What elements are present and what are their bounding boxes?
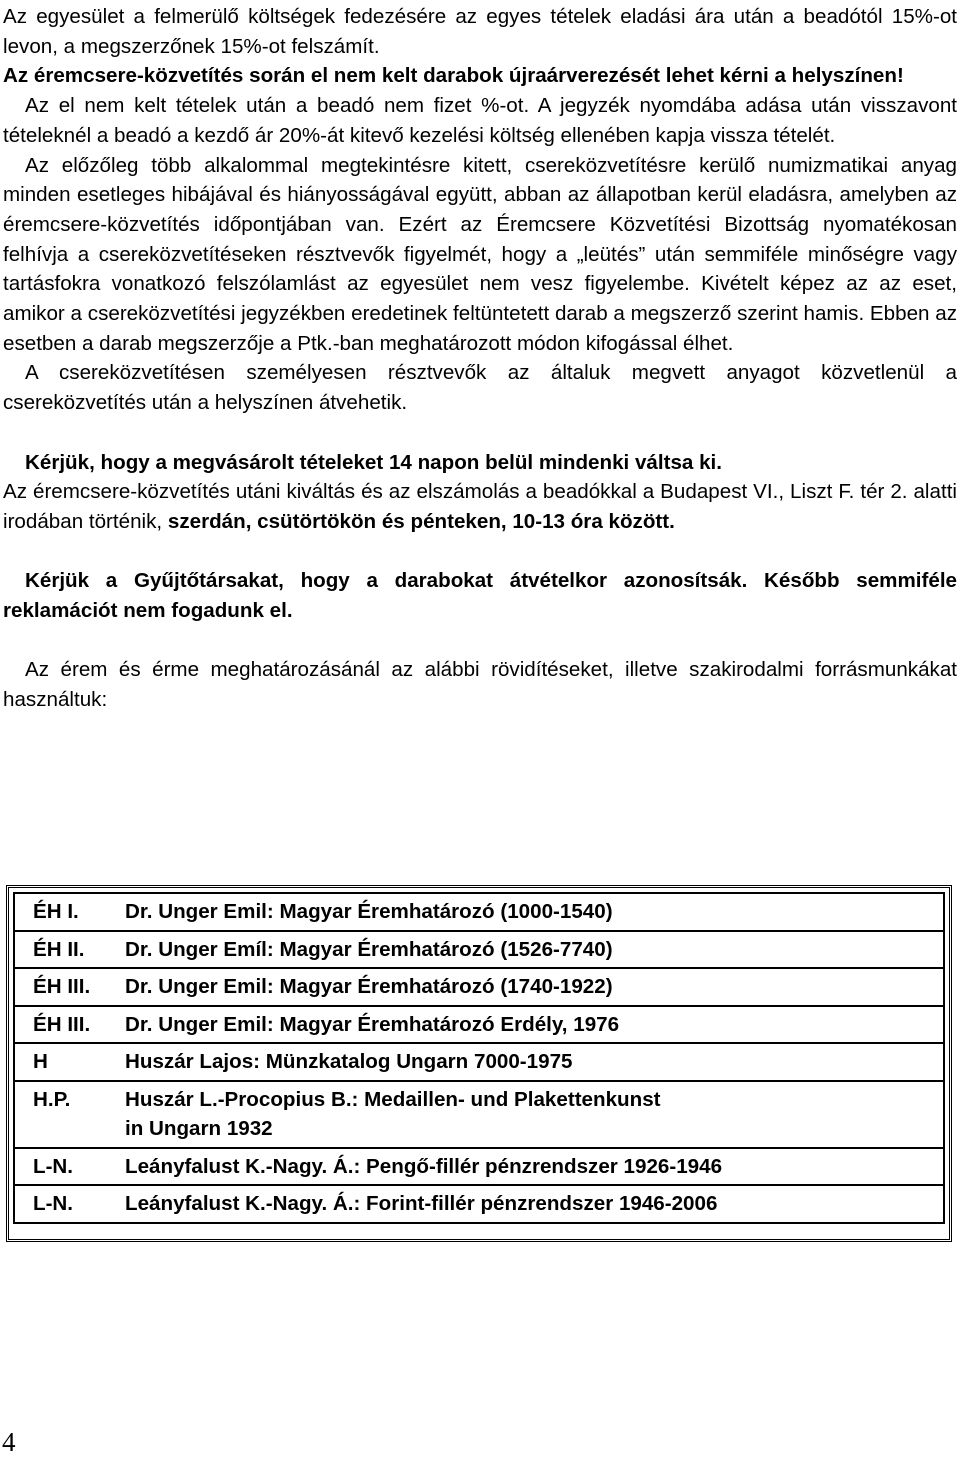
paragraph-fees: Az egyesület a felmerülő költségek fedezésére az egyes tételek eladási ára után a beadótól 15%-ot levon, a megszerzőnek 15%-ot felszámít. <box>3 5 957 58</box>
paragraph-unsold: Az el nem kelt tételek után a beadó nem fizet %-ot. A jegyzék nyomdába adása után visszavont tételeknél a beadó a kezdő ár 20%-át kitevő kezelési költség ellenében kapja vissza tételét. <box>3 94 957 147</box>
references-box <box>6 885 952 1242</box>
reference-source-line: Leányfalust K.-Nagy. Á.: Pengő-fillér pénzrendszer 1926-1946 <box>125 1154 723 1178</box>
references-table <box>13 892 945 1224</box>
reference-row <box>14 1148 944 1186</box>
reference-row <box>14 968 944 1006</box>
reference-source <box>117 1043 944 1081</box>
office-address: Az éremcsere-közvetítés utáni kiváltás és az elszámolás a beadókkal a Budapest VI., Liszt F. tér 2. alatti irodában történik, <box>3 480 957 533</box>
reference-source <box>117 1148 944 1186</box>
reference-abbreviation: ÉH III. <box>14 1006 117 1044</box>
reference-row <box>14 1081 944 1148</box>
reference-abbreviation: ÉH II. <box>14 931 117 969</box>
paragraph-condition: Az előzőleg több alkalommal megtekintésre kitett, csereközvetítésre kerülő numizmatikai anyag minden esetleges hibájával és hiányosságával együtt, abban az állapotban kerül eladásra, amelyben az éremcsere-közvetítés időpontjában van. Ezért az Éremcsere Közvetítési Bizottság nyomatékosan felhívja a csereközvetítéseken résztvevők figyelmét, hogy a „leütés” után semmiféle minőségre vagy tartásfokra vonatkozó felszólamlást az egyesület nem vesz figyelembe. Kivételt képez az az eset, amikor a csereközvetítési jegyzékben eredetinek feltüntetett darab a megszerző szerint hamis. Ebben az esetben a darab megszerzője a Ptk.-ban meghatározott módon kifogással élhet. <box>3 153 957 355</box>
reference-source-line: Dr. Unger Emil: Magyar Éremhatározó (1000-1540) <box>125 900 613 923</box>
reference-source-line: Dr. Unger Emíl: Magyar Éremhatározó (1526-7740) <box>125 937 613 961</box>
reference-row <box>14 931 944 969</box>
reference-row <box>14 893 944 931</box>
paragraph-reauction: Az éremcsere-közvetítés során el nem kelt darabok újraárverezését lehet kérni a helyszínen! <box>3 64 904 88</box>
paragraph-office-hours <box>3 477 957 536</box>
reference-abbreviation: L-N. <box>14 1185 117 1223</box>
reference-source <box>117 1006 944 1044</box>
reference-source-line: Huszár Lajos: Münzkatalog Ungarn 7000-1975 <box>125 1050 573 1073</box>
reference-row <box>14 1006 944 1044</box>
reference-source-line: Dr. Unger Emil: Magyar Éremhatározó Erdély, 1976 <box>125 1012 620 1036</box>
reference-source-line: Huszár L.-Procopius B.: Medaillen- und Plakettenkunst <box>125 1087 661 1111</box>
reference-abbreviation: ÉH I. <box>14 893 117 931</box>
reference-source-line: in Ungarn 1932 <box>125 1117 273 1140</box>
reference-source-line: Dr. Unger Emil: Magyar Éremhatározó (1740-1922) <box>125 975 613 998</box>
reference-source <box>117 968 944 1006</box>
office-hours: szerdán, csütörtökön és pénteken, 10-13 óra között. <box>167 509 675 533</box>
reference-source <box>117 893 944 931</box>
body-text <box>3 2 957 715</box>
reference-source <box>117 1185 944 1223</box>
reference-row <box>14 1185 944 1223</box>
reference-source <box>117 931 944 969</box>
paragraph-pickup: A csereközvetítésen személyesen résztvevők az általuk megvett anyagot közvetlenül a csereközvetítés után a helyszínen átvehetik. <box>3 361 957 415</box>
paragraph-redeem-deadline: Kérjük, hogy a megvásárolt tételeket 14 napon belül mindenki váltsa ki. <box>25 450 722 474</box>
reference-abbreviation: ÉH III. <box>14 968 117 1006</box>
reference-abbreviation: L-N. <box>14 1148 117 1186</box>
page-number: 4 <box>2 1427 16 1457</box>
reference-source-line: Leányfalust K.-Nagy. Á.: Forint-fillér pénzrendszer 1946-2006 <box>125 1192 718 1215</box>
reference-row <box>14 1043 944 1081</box>
paragraph-identify: Kérjük a Gyűjtőtársakat, hogy a darabokat átvételkor azonosítsák. Később semmiféle reklamációt nem fogadunk el. <box>3 569 957 623</box>
reference-abbreviation: H.P. <box>14 1081 117 1148</box>
paragraph-references-intro: Az érem és érme meghatározásánál az alábbi rövidítéseket, illetve szakirodalmi forrásmunkákat használtuk: <box>3 658 957 712</box>
reference-source <box>117 1081 944 1148</box>
reference-abbreviation: H <box>14 1043 117 1081</box>
